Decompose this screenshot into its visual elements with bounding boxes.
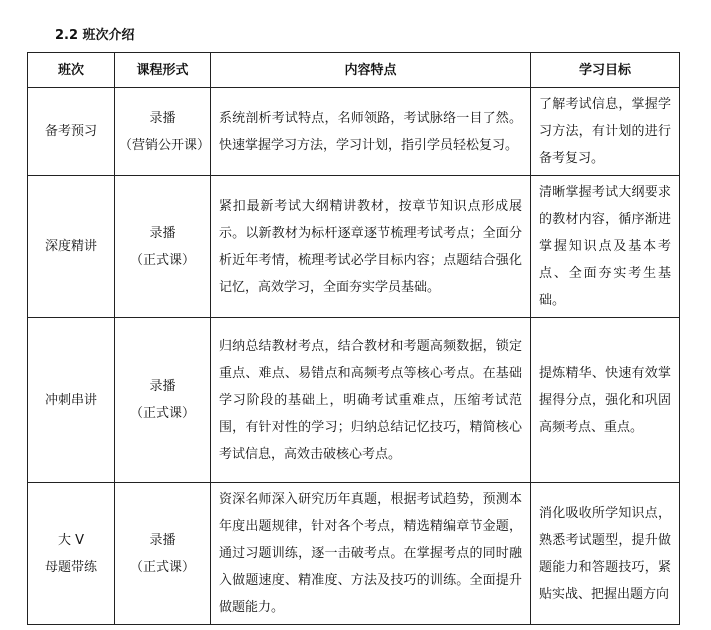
header-course-form: 课程形式: [115, 53, 211, 88]
class-name-cell: [28, 176, 115, 318]
table-row: [28, 176, 680, 318]
content-features-cell: 资深名师深入研究历年真题，根据考试趋势，预测本年度出题规律，针对各个考点，精选精编章节金题，通过习题训练，逐一击破考点。在掌握考点的同时融入做题速度、精准度、方法及技巧的训练。全面提升做题能力。: [211, 483, 531, 625]
learning-goal-cell: 消化吸收所学知识点，熟悉考试题型，提升做题能力和答题技巧，紧贴实战、把握出题方向: [531, 483, 680, 625]
class-name-cell: [28, 318, 115, 483]
course-form-note: （正式课）: [129, 406, 195, 421]
table-row: [28, 318, 680, 483]
course-form-note: （正式课）: [129, 252, 195, 268]
class-name: 冲刺串讲: [44, 392, 97, 408]
header-class-name: 班次: [28, 53, 115, 88]
section-title: 2.2 班次介绍: [55, 28, 135, 43]
table-header-row: [28, 53, 680, 88]
course-form-note: （营销公开课）: [119, 137, 211, 153]
class-name: 大 V: [57, 532, 85, 548]
class-name: 备考预习: [44, 124, 97, 139]
course-form-type: 录播: [149, 225, 176, 241]
course-form-cell: [115, 88, 211, 176]
header-learning-goals: 学习目标: [531, 53, 680, 88]
course-form-cell: [115, 176, 211, 318]
table-row: [28, 88, 680, 176]
learning-goal-cell: 提炼精华、快速有效掌握得分点，强化和巩固高频考点、重点。: [531, 318, 680, 483]
content-features-cell: 系统剖析考试特点，名师领路，考试脉络一目了然。快速掌握学习方法，学习计划，指引学员轻松复习。: [211, 88, 531, 176]
class-name-cell: [28, 483, 115, 625]
course-form-type: 录播: [149, 379, 176, 394]
class-name-cell: [28, 88, 115, 176]
course-form-note: （正式课）: [129, 559, 195, 575]
class-name-line-2: 母题带练: [44, 559, 97, 575]
content-features-cell: 紧扣最新考试大纲精讲教材，按章节知识点形成展示。以新教材为标杆逐章逐节梳理考试考点；全面分析近年考情，梳理考试必学目标内容；点题结合强化记忆，高效学习，全面夯实学员基础。: [211, 176, 531, 318]
learning-goal-cell: 了解考试信息，掌握学习方法，有计划的进行备考复习。: [531, 88, 680, 176]
learning-goal-cell: 清晰掌握考试大纲要求的教材内容，循序渐进掌握知识点及基本考点、全面夯实考生基础。: [531, 176, 680, 318]
course-table: [27, 52, 680, 625]
content-features-cell: 归纳总结教材考点，结合教材和考题高频数据，锁定重点、难点、易错点和高频考点等核心考点。在基础学习阶段的基础上，明确考试重难点，压缩考试范围，有针对性的学习；归纳总结记忆技巧，精简核心考试信息，高效击破核心考点。: [211, 318, 531, 483]
table-row: [28, 483, 680, 625]
course-form-type: 录播: [149, 532, 176, 548]
course-form-cell: [115, 483, 211, 625]
class-name: 深度精讲: [44, 239, 97, 254]
course-form-type: 录播: [149, 110, 176, 126]
header-content-features: 内容特点: [211, 53, 531, 88]
course-form-cell: [115, 318, 211, 483]
